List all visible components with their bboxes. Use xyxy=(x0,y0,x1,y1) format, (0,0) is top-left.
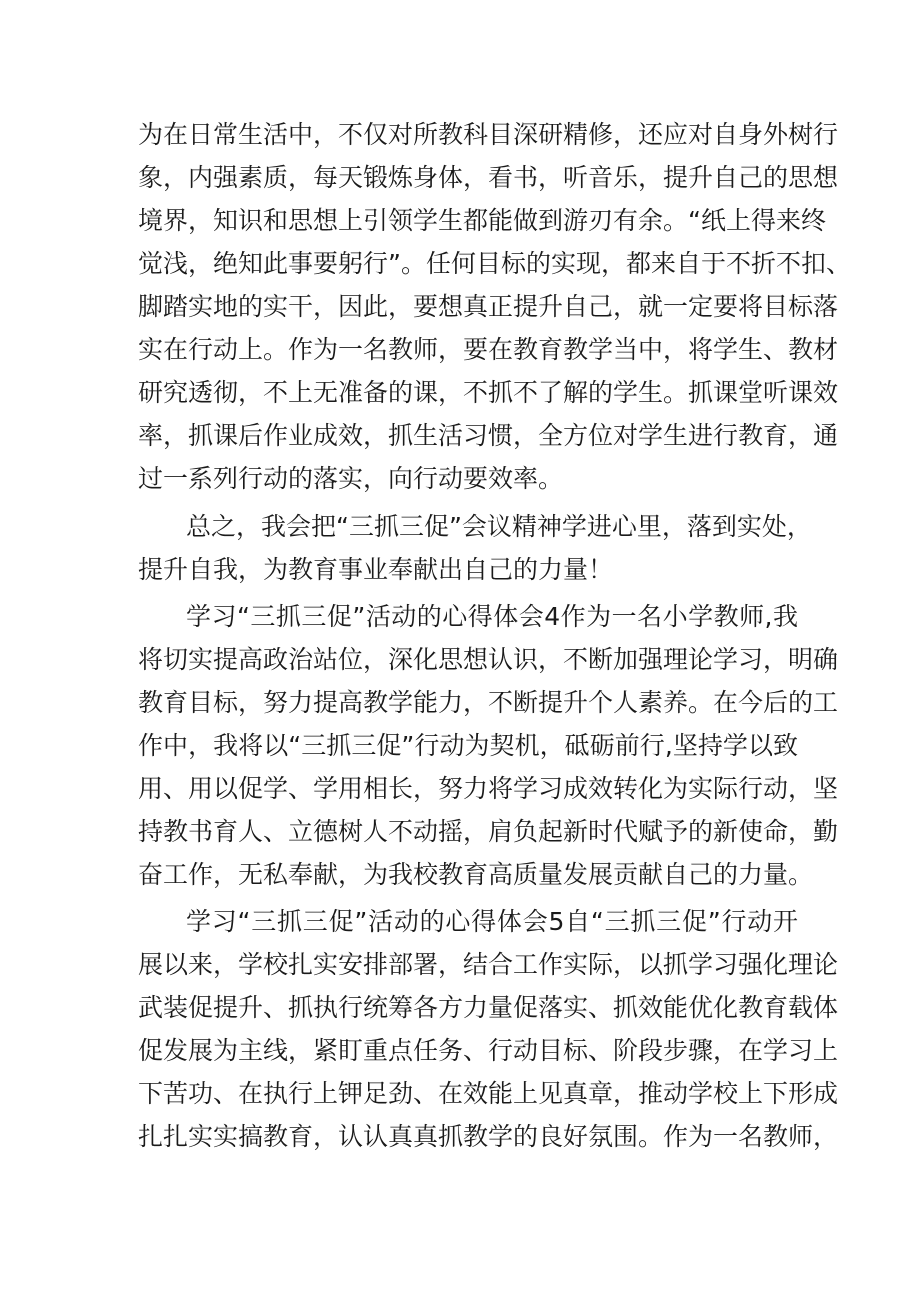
text-line: 下苦功、在执行上钾足劲、在效能上见真章，推动学校上下形成 xyxy=(138,1079,839,1108)
text-line: 促发展为主线，紧盯重点任务、行动目标、阶段步骤，在学习上 xyxy=(138,1036,839,1065)
text-line: 持教书育人、立德树人不动摇，肩负起新时代赋予的新使命，勤 xyxy=(138,817,839,846)
text-line: 率，抓课后作业成效，抓生活习惯，全方位对学生进行教育，通 xyxy=(138,421,839,450)
text-line: 实在行动上。作为一名教师，要在教育教学当中，将学生、教材 xyxy=(138,335,839,364)
text-line: 象，内强素质，每天锻炼身体，看书，听音乐，提升自己的思想 xyxy=(138,163,839,192)
text-line: 武装促提升、抓执行统筹各方力量促落实、抓效能优化教育载体 xyxy=(138,993,839,1022)
text-line: 觉浅，绝知此事要躬行”。任何目标的实现，都来自于不折不扣、 xyxy=(138,249,851,278)
text-line: 脚踏实地的实干，因此，要想真正提升自己，就一定要将目标落 xyxy=(138,292,839,321)
text-line: 研究透彻，不上无准备的课，不抓不了解的学生。抓课堂听课效 xyxy=(138,378,839,407)
text-line: 境界，知识和思想上引领学生都能做到游刃有余。“纸上得来终 xyxy=(138,206,826,235)
paragraph-first-line: 学习“三抓三促”活动的心得体会4作为一名小学教师,我 xyxy=(186,602,798,631)
text-line: 用、用以促学、学用相长，努力将学习成效转化为实际行动，坚 xyxy=(138,774,839,803)
text-line: 作中，我将以“三抓三促”行动为契机，砥砺前行,坚持学以致 xyxy=(138,731,798,760)
paragraph-first-line: 总之，我会把“三抓三促”会议精神学进心里，落到实处， xyxy=(186,512,812,541)
text-line: 教育目标，努力提高教学能力，不断提升个人素养。在今后的工 xyxy=(138,688,839,717)
text-line: 将切实提高政治站位，深化思想认识，不断加强理论学习，明确 xyxy=(138,645,839,674)
text-line: 奋工作，无私奉献，为我校教育高质量发展贡献自己的力量。 xyxy=(138,860,814,889)
paragraph-first-line: 学习“三抓三促”活动的心得体会5自“三抓三促”行动开 xyxy=(186,907,798,936)
text-line: 过一系列行动的落实，向行动要效率。 xyxy=(138,464,564,493)
text-line: 提升自我，为教育事业奉献出自己的力量！ xyxy=(138,555,614,584)
text-line: 展以来，学校扎实安排部署，结合工作实际，以抓学习强化理论 xyxy=(138,950,839,979)
text-line: 为在日常生活中，不仅对所教科目深研精修，还应对自身外树行 xyxy=(138,120,839,149)
text-line: 扎扎实实搞教育，认认真真抓教学的良好氛围。作为一名教师， xyxy=(138,1122,839,1151)
